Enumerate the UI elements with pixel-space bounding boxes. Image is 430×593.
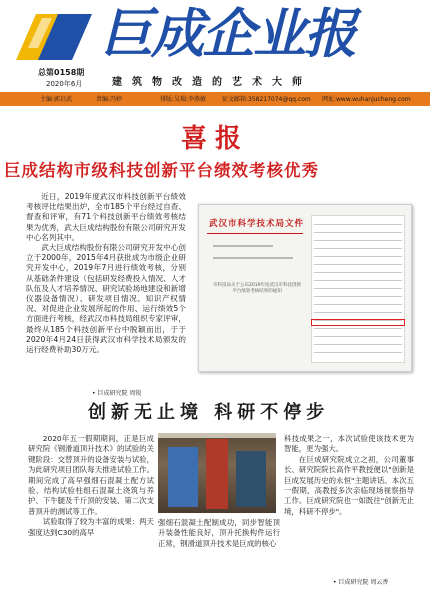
issue-date: 2020年6月: [46, 80, 83, 88]
document-divider: [207, 233, 303, 234]
section-2-paragraph: 试验取得了较为丰富的成果：两天强度达到C30的高早: [28, 517, 154, 537]
article-1-paragraph: 近日，2019年度武汉市科技创新平台绩效考核评比结果出炉，全市185个平台经过自查、督查和评审，有71个科技创新平台绩效考核结果为优秀，武大巨成结构股份有限公司研究开发中心名列其中。: [26, 192, 186, 242]
section-2-column-2: 强细石混凝土配制成功，同步智能顶升装备性能良好，顶升托换构件运行正常，钢滑道顶升技术是巨成的核心: [158, 518, 280, 548]
info-bar: [0, 92, 430, 106]
section-2-column-3: [284, 434, 414, 517]
banner-heading: 喜报: [180, 124, 249, 154]
masthead-slogan: 建筑物改造的艺术大师: [112, 77, 312, 88]
article-1-paragraph: 武大巨成结构股份有限公司研究开发中心创立于2000年，2015年4月获批成为市级企业研究开发中心，2019年7月进行绩效考核，分别从基础条件建设（包括研发经费投入情况、人才队伍及人才培养情况、研究试验场地建设和新增仪器设备情况）、研发项目情况、知识产权情况、对促进企业发展所起的作用、运行绩效5个方面进行考核，经武汉市科技局组织专家评审，最终从185个科技创新平台中脱颖而出，于于2020年4月24日获得武汉市科学技术局颁发的运行经费补助30万元。: [26, 243, 186, 355]
equipment-photo: [158, 433, 276, 513]
website-address: 网址:www.wuhanjucheng.com: [322, 96, 411, 103]
layout-credit: 排版:吴瑞:李燕敏: [160, 96, 207, 103]
main-headline: 巨成结构市级科技创新平台绩效考核优秀: [4, 161, 319, 180]
section-2-title: 创新无止境 科研不停步: [88, 402, 330, 423]
article-1-body: [26, 192, 186, 355]
document-subtitle: 市科技局关于公布2019年度武汉市科技创新平台绩效考核结果的通知: [213, 283, 301, 294]
document-result-table: [311, 215, 405, 363]
section-2-paragraph: 科技成果之一，本次试验使该技术更为智能，更为强大。: [284, 434, 414, 454]
responsible-editor: 责编:冯婷: [96, 96, 123, 103]
highlighted-entry: [311, 319, 405, 326]
submission-email: 征文邮箱:358217074@qq.com: [222, 96, 311, 103]
official-document-photo: [198, 204, 412, 372]
section-2-paragraph: 2020年五一假期期间，正是巨成研究院《钢滑道顶升技术》的试验的关键阶段：交替顶升的设备安装与试验，为此研究项目团队每天推进试验工作。期间完成了高早强细石混凝土配方试验、结构试验柱组石混凝土浇筑与养护、下牛腿及千斤顶的安装、第二次支普顶升的测试等工作。: [28, 434, 154, 516]
issue-number: 总第0158期: [38, 68, 85, 77]
section-2-column-1: [28, 434, 154, 538]
jucheng-logo-icon: [8, 8, 98, 66]
section-2-byline: • 巨成研究院 周云香: [333, 579, 389, 586]
chief-editor: 主编:郭启武: [40, 96, 73, 103]
article-1-byline: • 巨成研究院 周锐: [92, 390, 142, 397]
section-2-paragraph: 在巨成研究院成立之初，公司董事长、研究院院长高作平教授便以"创新是巨成发展历史的永恒"主题讲话。本次五一假期，高教授多次亲临现场视察指导工作。巨成研究院也一如既往"创新无止境，科研不停步"。: [284, 454, 414, 516]
newspaper-title: 巨成企业报: [100, 4, 355, 65]
document-header: 武汉市科学技术局文件: [209, 219, 305, 229]
